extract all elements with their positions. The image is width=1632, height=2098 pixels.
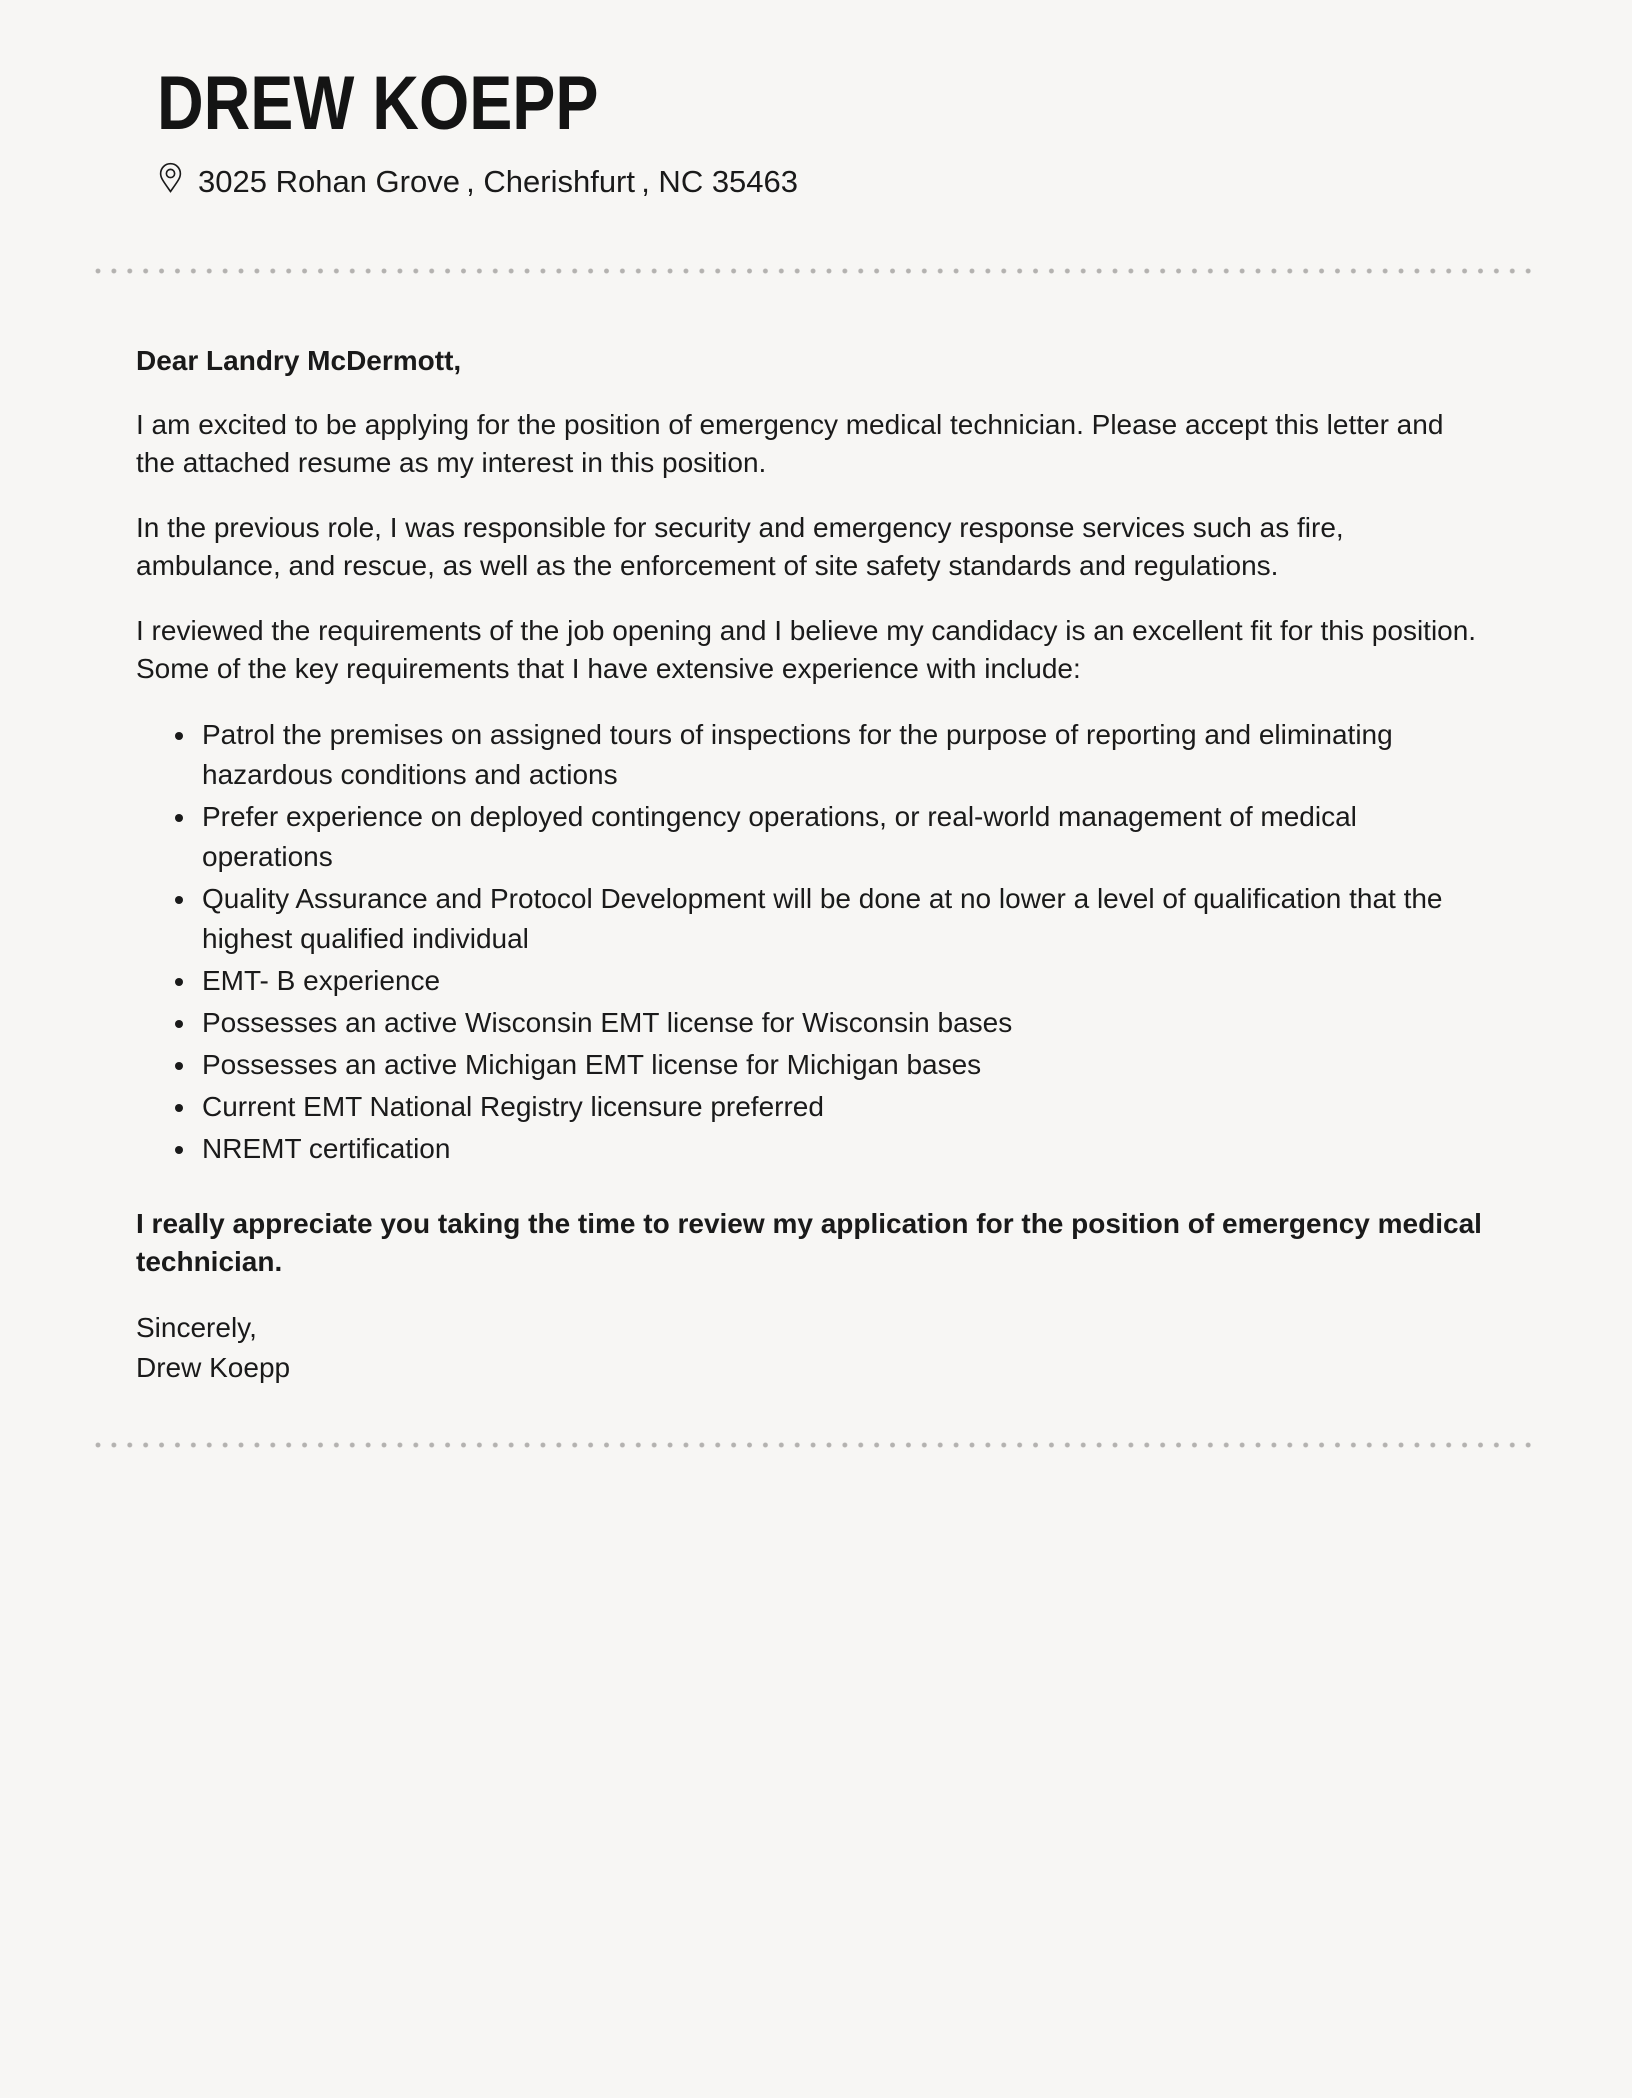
- signature-name: Drew Koepp: [136, 1352, 291, 1384]
- address-row: [159, 162, 1632, 202]
- signoff-word: Sincerely,: [136, 1312, 257, 1344]
- applicant-name: DREW KOEPP: [157, 61, 599, 146]
- signoff-block: [136, 1308, 1482, 1388]
- paragraph-requirements-lead: I reviewed the requirements of the job opening and I believe my candidacy is an excellent fit for this position. Some of the key requirements that I have extensive experience with include:: [136, 615, 1477, 685]
- paragraph-previous-role: In the previous role, I was responsible for security and emergency response services such as fire, ambulance, and rescue, as well as the enforcement of site safety standards and regulations.: [136, 512, 1344, 582]
- requirement-bullet: • Quality Assurance and Protocol Development will be done at no lower a level of qualification that the highest qualified individual: [198, 879, 1482, 959]
- location-pin-icon: [159, 162, 182, 202]
- salutation: Dear Landry McDermott,: [136, 345, 462, 377]
- requirement-bullet: • NREMT certification: [198, 1129, 1482, 1169]
- requirements-list: [136, 715, 1482, 1169]
- requirement-bullet: • EMT- B experience: [198, 961, 1482, 1001]
- dotted-divider-bottom: [95, 1442, 1537, 1448]
- requirement-bullet: • Possesses an active Wisconsin EMT license for Wisconsin bases: [198, 1003, 1482, 1043]
- requirement-bullet: • Patrol the premises on assigned tours of inspections for the purpose of reporting and eliminating hazardous conditions and actions: [198, 715, 1482, 795]
- paragraph-intro: I am excited to be applying for the position of emergency medical technician. Please accept this letter and the attached resume as my interest in this position.: [136, 409, 1444, 479]
- requirement-bullet: • Prefer experience on deployed contingency operations, or real-world management of medical operations: [198, 797, 1482, 877]
- closing-statement: I really appreciate you taking the time to review my application for the position of emergency medical technician.: [136, 1208, 1482, 1278]
- requirement-bullet: • Current EMT National Registry licensure preferred: [198, 1087, 1482, 1127]
- letter-header: [0, 0, 1632, 202]
- requirement-bullet: • Possesses an active Michigan EMT license for Michigan bases: [198, 1045, 1482, 1085]
- letter-body: [136, 342, 1482, 1388]
- dotted-divider-top: [95, 268, 1537, 274]
- applicant-address: 3025 Rohan Grove , Cherishfurt , NC 35463: [198, 164, 799, 200]
